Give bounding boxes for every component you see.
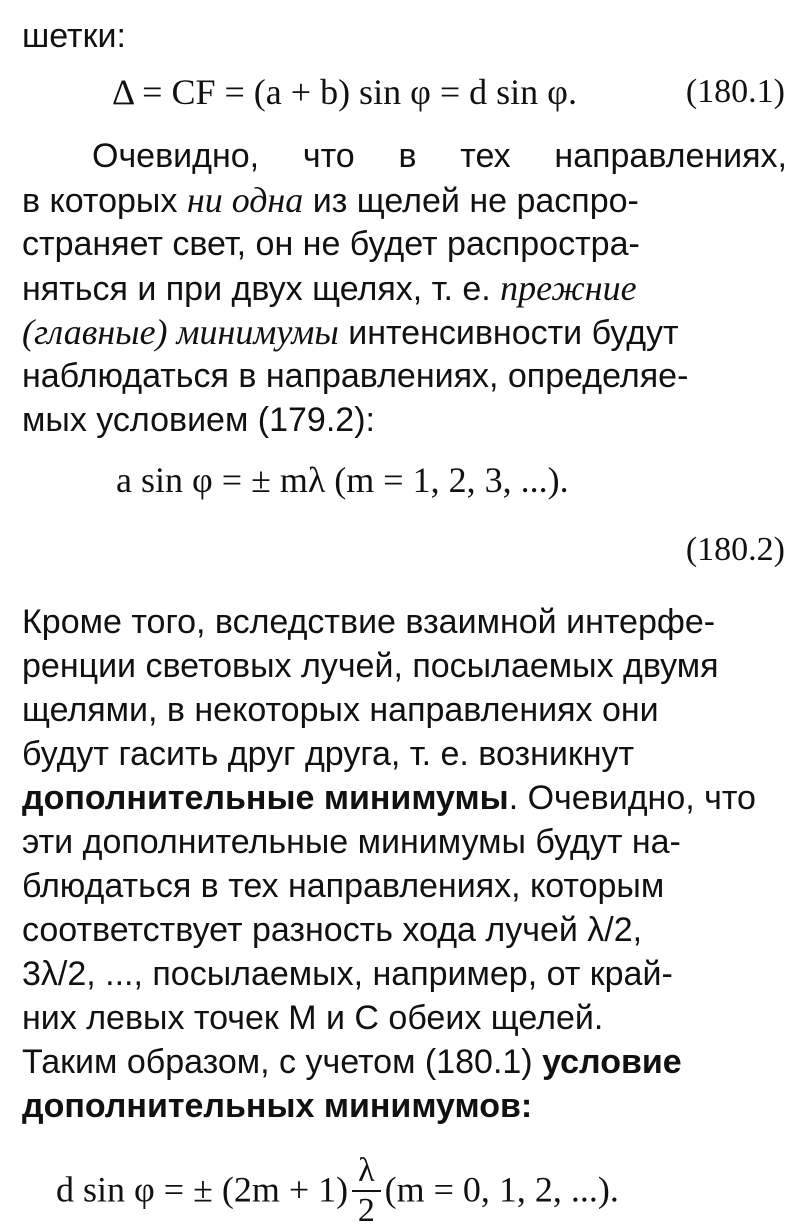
para2-line-2 — [22, 644, 787, 688]
para1-text: мых условием (179.2): — [22, 401, 375, 439]
para2-line-6 — [22, 820, 787, 864]
para1-word: направлениях, — [554, 137, 787, 175]
para2-line-11 — [22, 1040, 787, 1084]
para2-text: ренции световых лучей, посылаемых двумя — [22, 647, 719, 685]
para1-line-1 — [92, 134, 787, 178]
para2-text: . Очевидно, что — [508, 779, 756, 817]
para1-line-6 — [22, 354, 787, 398]
equation-180-2-number-text: (180.2) — [685, 531, 785, 568]
para2-text: Таким образом, с учетом (180.1) — [22, 1043, 543, 1081]
para2-text: них левых точек M и C обеих щелей. — [22, 999, 604, 1037]
para2-text: блюдаться в тех направлениях, которым — [22, 867, 665, 905]
para2-text: щелями, в некоторых направлениях они — [22, 691, 659, 729]
para2-bold-term: дополнительные минимумы — [22, 779, 509, 817]
para2-bold-term: дополнительных минимумов: — [22, 1087, 533, 1125]
equation-180-2-number — [686, 528, 785, 572]
top-fragment — [22, 14, 787, 58]
para2-line-12 — [22, 1084, 787, 1128]
equation-left-side: d sin φ = ± (2m + 1) — [56, 1169, 349, 1210]
para1-text: наблюдаться в направлениях, определяе- — [22, 357, 689, 395]
fraction-lambda-over-2 — [352, 1152, 381, 1230]
para2-line-1 — [22, 600, 787, 644]
para1-word: в — [398, 137, 417, 175]
para2-line-10 — [22, 996, 787, 1040]
para1-line-3 — [22, 222, 787, 266]
equation-180-2 — [116, 458, 569, 502]
para1-word: Очевидно, — [92, 137, 260, 175]
fraction-denominator: 2 — [357, 1192, 375, 1229]
para2-line-7 — [22, 864, 787, 908]
fraction-numerator: λ — [352, 1152, 381, 1192]
equation-right-side: (m = 0, 1, 2, ...). — [384, 1169, 619, 1210]
para1-text: из щелей не распро- — [303, 182, 639, 220]
para2-bold-term: условие — [542, 1043, 682, 1081]
para2-text: 3λ/2, ..., посылаемых, например, от край- — [22, 955, 673, 993]
para1-italic-emphasis: прежние — [500, 268, 637, 308]
para1-word: что — [302, 137, 355, 175]
para2-text: эти дополнительные минимумы будут на- — [22, 823, 681, 861]
equation-additional-minima — [56, 1154, 619, 1232]
para2-line-4 — [22, 732, 787, 776]
equation-180-1-number — [686, 70, 785, 114]
para1-text: страняет свет, он не будет распростра- — [22, 225, 640, 263]
equation-180-1 — [112, 70, 577, 114]
para2-text: будут гасить друг друга, т. е. возникнут — [22, 735, 635, 773]
para2-line-3 — [22, 688, 787, 732]
top-fragment-text: шетки: — [22, 17, 126, 55]
equation-180-1-number-text: (180.1) — [685, 73, 785, 110]
para1-line-7 — [22, 398, 787, 442]
para1-line-5 — [22, 310, 787, 355]
para1-italic-emphasis: ни одна — [186, 180, 304, 220]
para1-word: тех — [460, 137, 511, 175]
para1-italic-emphasis: (главные) минимумы — [22, 312, 339, 352]
para2-text: соответствует разность хода лучей λ/2, — [22, 911, 643, 949]
para2-text: Кроме того, вследствие взаимной интерфе- — [22, 603, 716, 641]
para2-line-8 — [22, 908, 787, 952]
para1-text: в которых — [22, 182, 187, 220]
para1-line-4 — [22, 266, 787, 311]
para1-line-2 — [22, 178, 787, 223]
equation-180-2-text: a sin φ = ± mλ (m = 1, 2, 3, ...). — [116, 460, 569, 500]
equation-180-1-text: Δ = CF = (a + b) sin φ = d sin φ. — [112, 72, 577, 112]
para1-text: интенсивности будут — [338, 314, 679, 352]
para2-line-5 — [22, 776, 787, 820]
para2-line-9 — [22, 952, 787, 996]
para1-text: няться и при двух щелях, т. е. — [22, 270, 501, 308]
